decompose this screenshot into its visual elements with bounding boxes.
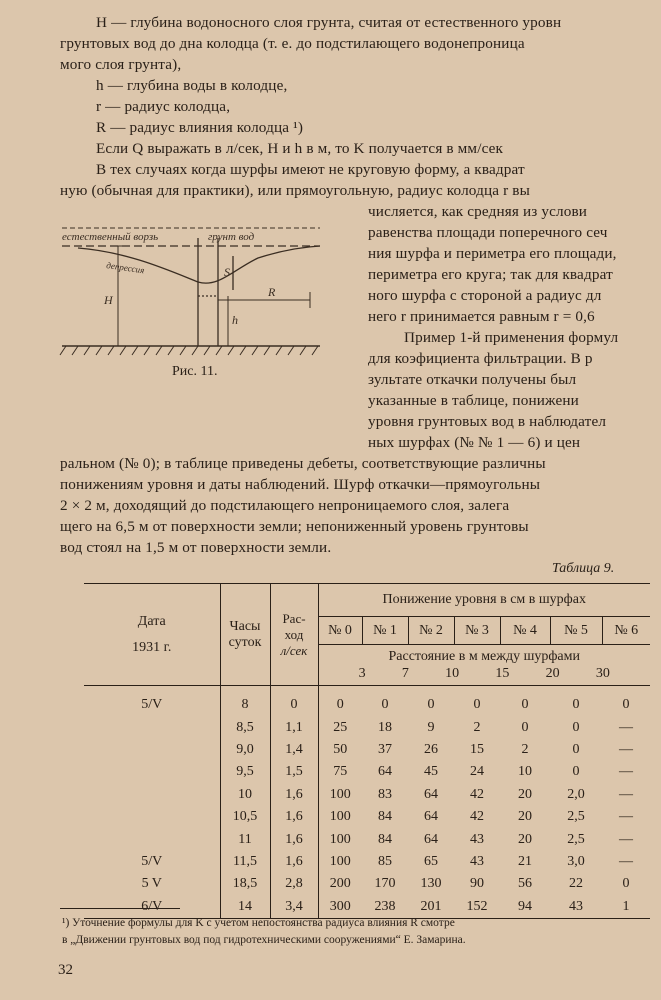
text-line-8: В тех случаях когда шурфы имеют не круговую форму, а квадрат <box>96 161 525 178</box>
table-cell: 1,6 <box>270 806 318 828</box>
table-cell: 0 <box>572 741 580 757</box>
table-cell: 43 <box>470 853 484 869</box>
table-cell <box>84 784 220 806</box>
after-line-4: щего на 6,5 м от поверхности земли; непониженный уровень грунтовы <box>60 518 529 535</box>
header-pit: № 5 <box>550 617 602 645</box>
table-cell: 9 <box>427 719 435 735</box>
table-cell: 64 <box>424 809 438 825</box>
table-cell: 1,4 <box>270 739 318 761</box>
text-line-1: H — глубина водоносного слоя грунта, считая от естественного уровн <box>96 14 562 31</box>
table-cell: 0 <box>572 697 580 713</box>
table-row <box>84 739 650 761</box>
table-cell: 6/V <box>84 896 220 919</box>
table-cell: 20 <box>518 831 532 847</box>
table-cell: 100 <box>329 809 351 825</box>
table-cell: 22 <box>569 876 583 892</box>
table-row <box>84 828 650 850</box>
table-cell: 201 <box>408 896 454 919</box>
table-cell: 20 <box>518 809 532 825</box>
table-cell: 100 <box>329 786 351 802</box>
table-cell: 238 <box>362 896 408 919</box>
text-line-9: ную (обычная для практики), или прямоугольную, радиус колодца r вы <box>60 182 530 199</box>
table-cell: 0 <box>521 719 529 735</box>
table-cell: 200 <box>329 876 351 892</box>
table-cell: 43 <box>550 896 602 919</box>
table-cell <box>84 828 220 850</box>
table-cell: 10,5 <box>220 806 270 828</box>
header-distance-label: Расстояние в м между шурфами <box>388 649 580 664</box>
table-cell: 0 <box>427 697 435 713</box>
well-drawdown-figure <box>58 218 324 372</box>
figure-caption: Рис. 11. <box>172 364 218 379</box>
distance-value: 3 <box>358 666 366 681</box>
table-cell: 0 <box>572 764 580 780</box>
table-cell: 1,1 <box>270 716 318 738</box>
table-cell: 2,5 <box>567 831 585 847</box>
table-cell: — <box>619 719 633 735</box>
table-cell: 1,6 <box>270 828 318 850</box>
table-cell: 8,5 <box>220 716 270 738</box>
table-cell <box>84 806 220 828</box>
text-line-7: Если Q выражать в л/сек, H и h в м, то K получается в мм/сек <box>96 140 504 157</box>
table-cell: 8 <box>220 686 270 717</box>
label-h: h <box>232 313 238 327</box>
table-cell: 9,0 <box>220 739 270 761</box>
table-cell: — <box>619 764 633 780</box>
footnote-1: ¹) Уточнение формулы для K с учетом непостоянства радиуса влияния R смотре <box>62 917 455 929</box>
table-cell: 18,5 <box>220 873 270 895</box>
text-line-4: h — глубина воды в колодце, <box>96 77 288 94</box>
distance-value: 7 <box>401 666 409 681</box>
header-pit: № 1 <box>362 617 408 645</box>
table-cell: 75 <box>333 764 348 780</box>
table-cell: 11 <box>220 828 270 850</box>
text-line-5: r — радиус колодца, <box>96 98 231 115</box>
table-cell: 11,5 <box>220 851 270 873</box>
header-hours <box>220 584 270 686</box>
table-cell: 0 <box>622 876 630 892</box>
header-hours-line1: Часы <box>229 618 261 634</box>
table-cell: 94 <box>500 896 550 919</box>
table-cell: 37 <box>378 741 392 757</box>
wrap-line-10: указанные в таблице, понижени <box>368 392 579 409</box>
header-flow-line2: ход <box>284 626 304 642</box>
table-row <box>84 896 650 919</box>
distance-value: 20 <box>545 666 560 681</box>
table-row <box>84 873 650 895</box>
table-cell: 1,5 <box>270 761 318 783</box>
table-row <box>84 806 650 828</box>
table-cell: 152 <box>454 896 500 919</box>
table-cell: 21 <box>518 853 532 869</box>
table-cell: 300 <box>318 896 362 919</box>
table-cell: 26 <box>424 741 438 757</box>
table-cell: 84 <box>378 809 392 825</box>
table-cell: 2,8 <box>270 873 318 895</box>
filtration-table <box>84 583 650 919</box>
distance-value: 30 <box>595 666 610 681</box>
text-line-3: мого слоя грунта), <box>60 56 182 73</box>
wrap-line-6: него r принимается равным r = 0,6 <box>368 308 595 325</box>
table-caption: Таблица 9. <box>552 561 615 576</box>
table-row <box>84 851 650 873</box>
label-groundwater: грунт вод <box>208 231 255 243</box>
table-cell: 90 <box>470 876 484 892</box>
label-S: S <box>224 265 230 279</box>
header-date-line1: Дата <box>137 613 166 629</box>
table-cell: 45 <box>424 764 438 780</box>
wrap-line-12: ных шурфах (№ № 1 — 6) и цен <box>368 434 581 451</box>
table-cell: 42 <box>470 809 484 825</box>
table-cell: 5 V <box>84 873 220 895</box>
table-cell: 65 <box>424 853 438 869</box>
table-row <box>84 784 650 806</box>
table-cell: 1,6 <box>270 851 318 873</box>
label-H: H <box>104 293 113 307</box>
after-line-1: ральном (№ 0); в таблице приведены дебеты, соответствующие различны <box>60 455 546 472</box>
header-flow <box>270 584 318 686</box>
table-cell: 50 <box>333 741 348 757</box>
table-cell: 5/V <box>84 851 220 873</box>
table-cell: — <box>619 786 633 802</box>
label-R: R <box>268 285 276 299</box>
header-flow-line3: л/сек <box>280 642 308 658</box>
table-cell: 2,5 <box>567 809 585 825</box>
table-cell: 42 <box>470 786 484 802</box>
table-cell: 5/V <box>84 686 220 717</box>
table-cell: 0 <box>521 697 529 713</box>
table-cell: 64 <box>378 764 392 780</box>
header-date-line2: 1931 г. <box>132 639 172 655</box>
header-date <box>84 584 220 686</box>
table-row <box>84 761 650 783</box>
table-cell: 0 <box>336 697 344 713</box>
table-cell: 85 <box>378 853 392 869</box>
table-cell: — <box>619 741 633 757</box>
header-distance-group <box>318 645 650 686</box>
table-cell: 64 <box>424 786 438 802</box>
wrap-line-1: числяется, как средняя из услови <box>368 203 588 220</box>
table-cell: 100 <box>329 853 351 869</box>
wrap-line-11: уровня грунтовых вод в наблюдател <box>368 413 607 430</box>
table-cell: — <box>619 853 633 869</box>
after-line-5: вод стоял на 1,5 м от поверхности земли. <box>60 539 332 556</box>
footnote-rule <box>60 908 180 909</box>
table-cell: 1 <box>602 896 650 919</box>
wrap-line-2: равенства площади поперечного сеч <box>368 224 608 241</box>
table-cell: 2,0 <box>567 786 585 802</box>
header-pit: № 6 <box>602 617 650 645</box>
table-cell: 18 <box>378 719 392 735</box>
table-cell: 43 <box>470 831 484 847</box>
table-row <box>84 716 650 738</box>
wrap-line-4: периметра его круга; так для квадрат <box>368 266 613 283</box>
text-line-6: R — радиус влияния колодца ¹) <box>96 119 304 136</box>
header-flow-line1: Рас- <box>282 610 306 626</box>
table-row <box>84 686 650 717</box>
table-cell: 2 <box>521 741 529 757</box>
wrap-line-5: ного шурфа с стороной a радиус дл <box>368 287 602 304</box>
wrap-line-8: для коэфициента фильтрации. В р <box>368 350 593 367</box>
after-line-3: 2 × 2 м, доходящий до подстилающего непроницаемого слоя, залега <box>60 497 510 514</box>
table-cell: 100 <box>329 831 351 847</box>
ground-hatching <box>60 228 320 355</box>
header-pit: № 3 <box>454 617 500 645</box>
table-cell: 170 <box>374 876 396 892</box>
text-line-2: грунтовых вод до дна колодца (т. е. до подстилающего водонепроница <box>60 35 525 52</box>
table-cell: 24 <box>470 764 484 780</box>
header-pit: № 2 <box>408 617 454 645</box>
table-cell: 84 <box>378 831 392 847</box>
header-drawdown-group: Понижение уровня в см в шурфах <box>318 584 650 617</box>
table-cell <box>84 716 220 738</box>
table-cell: 0 <box>572 719 580 735</box>
table-cell: 10 <box>220 784 270 806</box>
footnote-2: в „Движении грунтовых вод под гидротехническими сооружениями“ Е. Замарина. <box>62 934 466 946</box>
label-natural-level: естественный ворзь <box>62 231 159 243</box>
table-cell: 64 <box>424 831 438 847</box>
table-cell: 15 <box>470 741 484 757</box>
table-cell: 3,0 <box>567 853 585 869</box>
header-hours-line2: суток <box>228 634 262 650</box>
wrap-line-9: зультате откачки получены был <box>368 371 577 388</box>
table-cell: 56 <box>518 876 532 892</box>
header-distance-values <box>319 665 651 682</box>
table-cell: 83 <box>378 786 392 802</box>
table-cell: — <box>619 809 633 825</box>
table-cell: 3,4 <box>270 896 318 919</box>
wrap-line-7: Пример 1-й применения формул <box>404 329 619 346</box>
header-pit: № 4 <box>500 617 550 645</box>
table-cell: 10 <box>518 764 532 780</box>
table-cell: 1,6 <box>270 784 318 806</box>
table-cell: 20 <box>518 786 532 802</box>
table-cell <box>84 739 220 761</box>
table-cell <box>84 761 220 783</box>
table-cell: 0 <box>270 686 318 717</box>
table-cell: 0 <box>622 697 630 713</box>
table-cell: 25 <box>333 719 348 735</box>
table-cell: 130 <box>420 876 442 892</box>
wrap-line-3: ния шурфа и периметра его площади, <box>368 245 617 262</box>
table-cell: 9,5 <box>220 761 270 783</box>
table-cell: 2 <box>473 719 481 735</box>
header-pit: № 0 <box>318 617 362 645</box>
table-cell: — <box>619 831 633 847</box>
distance-value: 10 <box>445 666 460 681</box>
table-cell: 0 <box>473 697 481 713</box>
page-number: 32 <box>58 962 73 978</box>
table-body <box>84 686 650 919</box>
table-cell: 14 <box>220 896 270 919</box>
label-depression: депрессия <box>105 260 145 276</box>
table-cell: 0 <box>381 697 389 713</box>
distance-value: 15 <box>495 666 510 681</box>
after-line-2: понижениям уровня и даты наблюдений. Шурф откачки—прямоугольны <box>60 476 541 493</box>
